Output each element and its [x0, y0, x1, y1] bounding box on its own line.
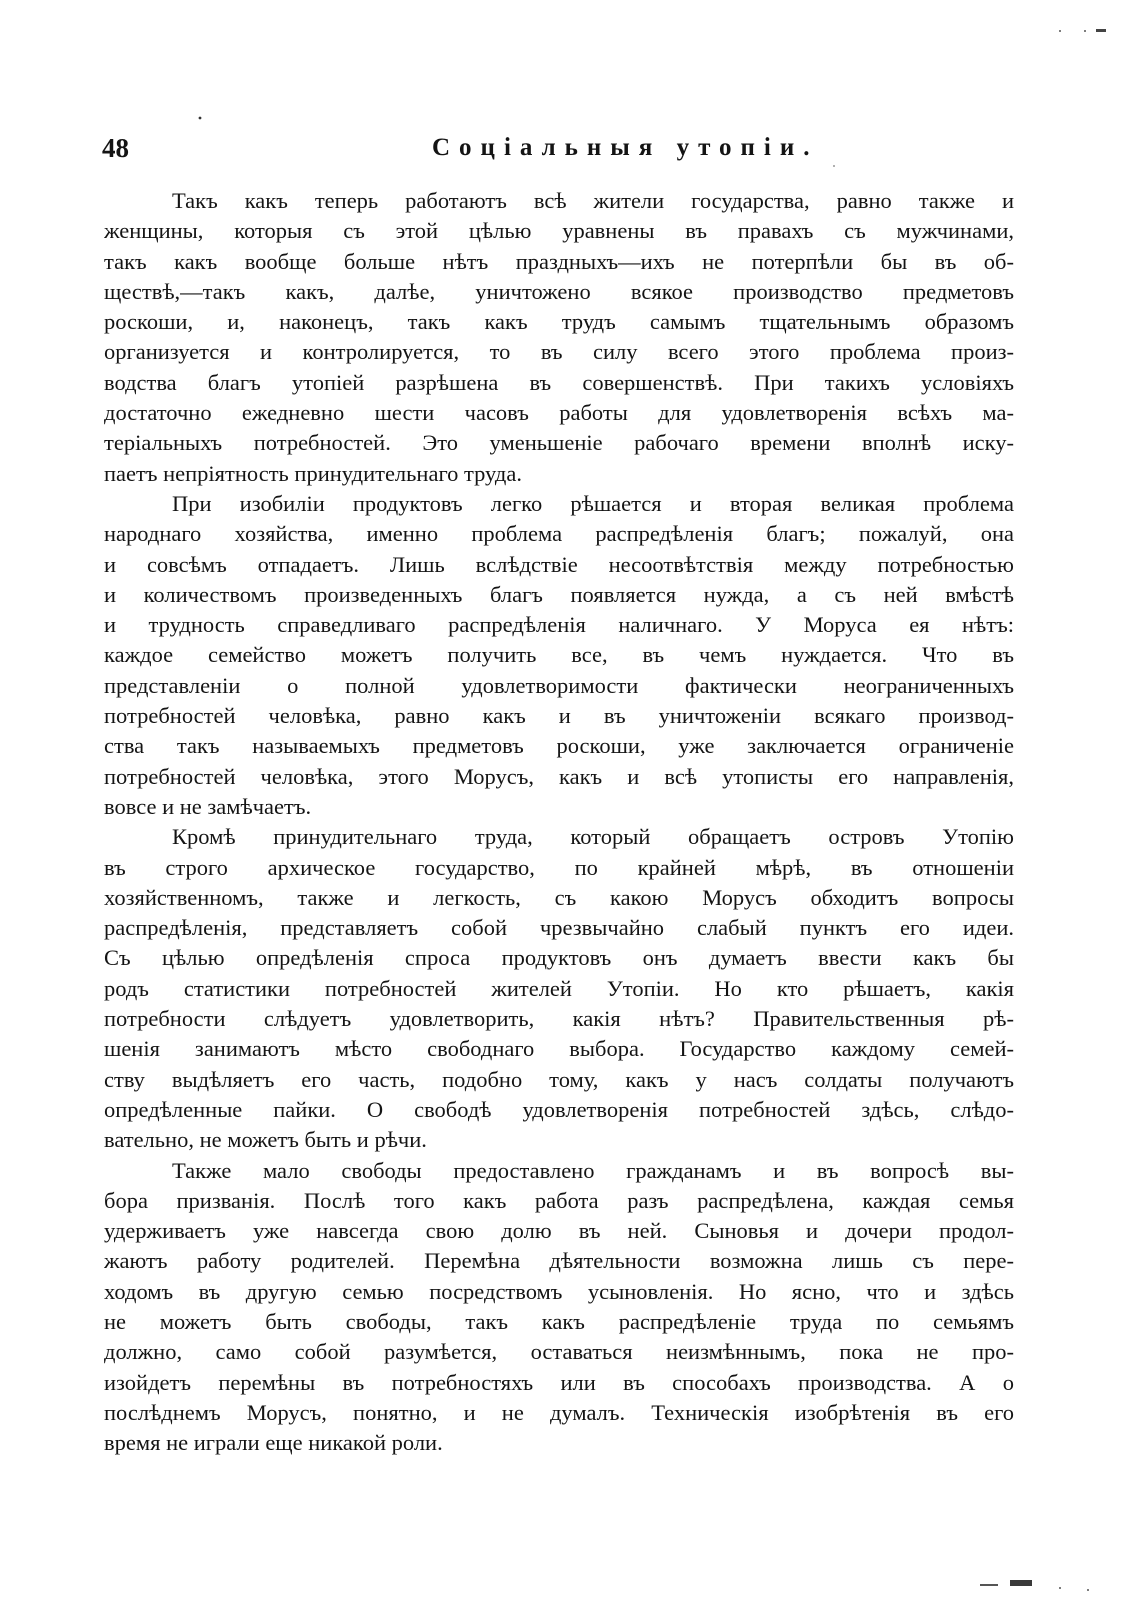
text-line: жаютъ работу родителей. Перемѣна дѣятельности возможна лишь съ пере-: [104, 1248, 1014, 1274]
text-line: потребностей человѣка, этого Морусъ, какъ и всѣ утописты его направленія,: [104, 763, 1014, 789]
text-line: народнаго хозяйства, именно проблема распредѣленія благъ; пожалуй, она: [104, 521, 1014, 547]
text-line: водства благъ утопіей разрѣшена въ совершенствѣ. При такихъ условіяхъ: [104, 369, 1014, 395]
text-line: должно, само собой разумѣется, оставаться неизмѣннымъ, пока не про-: [104, 1339, 1014, 1365]
text-line: достаточно ежедневно шести часовъ работы для удовлетворенія всѣхъ ма-: [104, 400, 1014, 426]
paragraph-2: [104, 489, 1014, 822]
text-line: представленіи о полной удовлетворимости фактически неограниченныхъ: [104, 672, 1014, 698]
text-line: время не играли еще никакой роли.: [104, 1430, 443, 1456]
text-line: опредѣленные пайки. О свободѣ удовлетворенія потребностей здѣсь, слѣдо-: [104, 1096, 1014, 1122]
paragraph-1: [104, 186, 1014, 489]
text-line: Также мало свободы предоставлено гражданамъ и въ вопросѣ вы-: [172, 1157, 1014, 1183]
text-line: такъ какъ вообще больше нѣтъ праздныхъ—ихъ не потерпѣли бы въ об-: [104, 248, 1014, 274]
paragraph-4: [104, 1156, 1014, 1459]
text-line: не можетъ быть свободы, такъ какъ распредѣленіе труда по семьямъ: [104, 1308, 1014, 1334]
text-line: вательно, не можетъ быть и рѣчи.: [104, 1127, 427, 1153]
text-line: и количествомъ произведенныхъ благъ появляется нужда, а съ ней вмѣстѣ: [104, 581, 1014, 607]
text-line: теріальныхъ потребностей. Это уменьшеніе рабочаго времени вполнѣ иску-: [104, 430, 1014, 456]
text-line: Кромѣ принудительнаго труда, который обращаетъ островъ Утопію: [172, 824, 1014, 850]
running-title: Соціальныя утопіи.: [432, 134, 819, 161]
paragraph-3: [104, 822, 1014, 1155]
text-line: хозяйственномъ, также и легкость, съ какою Морусъ обходитъ вопросы: [104, 884, 1014, 910]
body-text: [104, 186, 1014, 1458]
text-line: женщины, которыя съ этой цѣлью уравнены въ правахъ съ мужчинами,: [104, 218, 1014, 244]
text-line: изойдетъ перемѣны въ потребностяхъ или въ способахъ производства. А о: [104, 1369, 1014, 1395]
text-line: родъ статистики потребностей жителей Утопіи. Но кто рѣшаетъ, какія: [104, 975, 1014, 1001]
text-line: и трудность справедливаго распредѣленія наличнаго. У Моруса ея нѣтъ:: [104, 612, 1014, 638]
text-line: вовсе и не замѣчаетъ.: [104, 793, 312, 819]
text-line: ществѣ,—такъ какъ, далѣе, уничтожено всякое производство предметовъ: [104, 278, 1014, 304]
text-line: распредѣленія, представляетъ собой чрезвычайно слабый пунктъ его идеи.: [104, 915, 1014, 941]
text-line: роскоши, и, наконецъ, такъ какъ трудъ самымъ тщательнымъ образомъ: [104, 309, 1014, 335]
text-line: каждое семейство можетъ получить все, въ чемъ нуждается. Что въ: [104, 642, 1014, 668]
text-line: ства такъ называемыхъ предметовъ роскоши, уже заключается ограниченіе: [104, 733, 1014, 759]
text-line: послѣднемъ Морусъ, понятно, и не думалъ. Техническія изобрѣтенія въ его: [104, 1399, 1014, 1425]
text-line: потребности слѣдуетъ удовлетворить, какія нѣтъ? Правительственныя рѣ-: [104, 1006, 1014, 1032]
page-number: 48: [102, 133, 129, 163]
text-line: шенія занимаютъ мѣсто свободнаго выбора. Государство каждому семей-: [104, 1036, 1014, 1062]
text-line: и совсѣмъ отпадаетъ. Лишь вслѣдствіе несоотвѣтствія между потребностью: [104, 551, 1014, 577]
text-line: бора призванія. Послѣ того какъ работа разъ распредѣлена, каждая семья: [104, 1187, 1014, 1213]
text-line: ству выдѣляетъ его часть, подобно тому, какъ у насъ солдаты получаютъ: [104, 1066, 1014, 1092]
text-line: Такъ какъ теперь работаютъ всѣ жители государства, равно также и: [172, 188, 1014, 213]
page-header: [102, 128, 1022, 168]
text-line: удерживаетъ уже навсегда свою долю въ ней. Сыновья и дочери продол-: [104, 1218, 1014, 1244]
text-line: паетъ непріятность принудительнаго труда.: [104, 460, 522, 486]
text-line: въ строго архическое государство, по крайней мѣрѣ, въ отношеніи: [104, 854, 1014, 880]
text-line: потребностей человѣка, равно какъ и въ уничтоженіи всякаго производ-: [104, 703, 1014, 729]
text-line: организуется и контролируется, то въ силу всего этого проблема произ-: [104, 339, 1014, 365]
text-line: Съ цѣлью опредѣленія спроса продуктовъ онъ думаетъ ввести какъ бы: [104, 945, 1014, 971]
text-line: При изобиліи продуктовъ легко рѣшается и вторая великая проблема: [172, 490, 1014, 516]
text-line: ходомъ въ другую семью посредствомъ усыновленія. Но ясно, что и здѣсь: [104, 1278, 1014, 1304]
